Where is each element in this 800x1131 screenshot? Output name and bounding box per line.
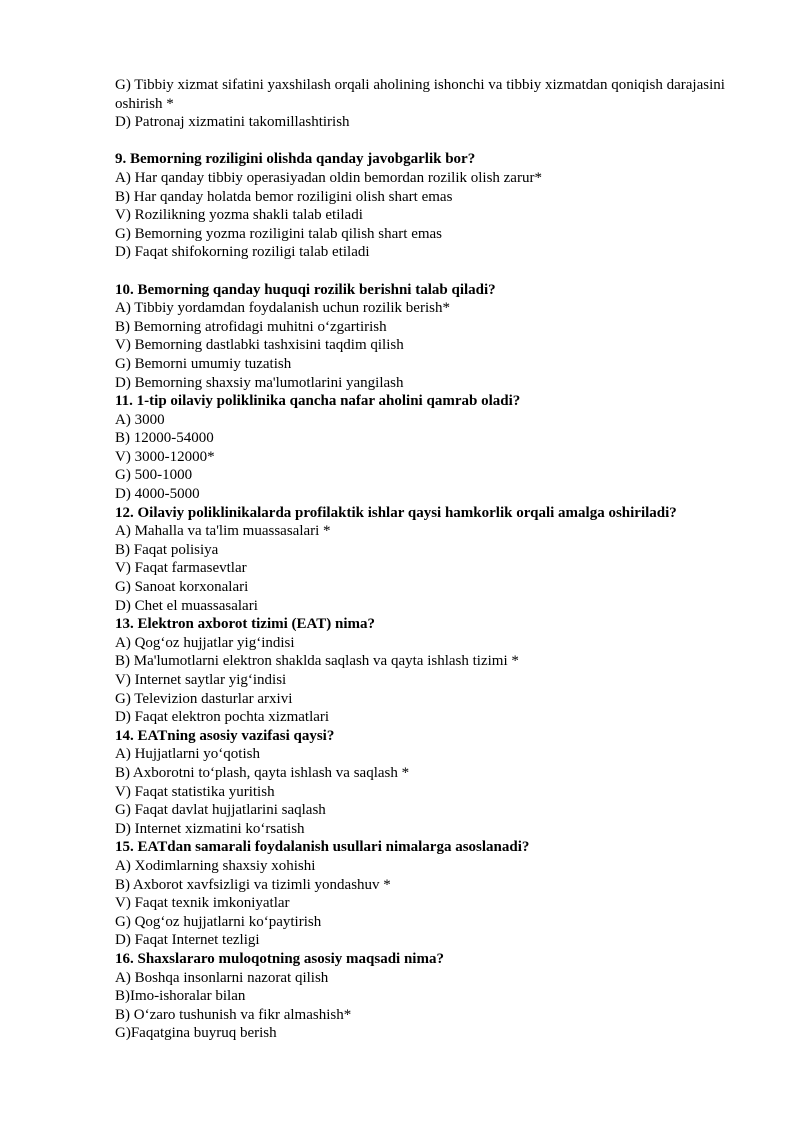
answer-option: D) Faqat shifokorning roziligi talab etiladi <box>115 244 370 261</box>
answer-option: B) 12000-54000 <box>115 430 214 447</box>
answer-option: V) Rozilikning yozma shakli talab etiladi <box>115 207 363 224</box>
answer-option: B)Imo-ishoralar bilan <box>115 988 246 1005</box>
answer-option: D) Faqat Internet tezligi <box>115 932 260 949</box>
answer-option: B) Axborot xavfsizligi va tizimli yondashuv * <box>115 876 391 893</box>
answer-option: G) Bemorni umumiy tuzatish <box>115 355 292 372</box>
question-title: 11. 1-tip oilaviy poliklinika qancha nafar aholini qamrab oladi? <box>115 393 521 410</box>
question-title: 10. Bemorning qanday huquqi rozilik berishni talab qiladi? <box>115 281 496 298</box>
answer-option: B) Bemorning atrofidagi muhitni o‘zgartirish <box>115 318 387 335</box>
intro-option-d: D) Patronaj xizmatini takomillashtirish <box>115 114 350 131</box>
question-title: 9. Bemorning roziligini olishda qanday javobgarlik bor? <box>115 151 476 168</box>
answer-option: B) Axborotni to‘plash, qayta ishlash va saqlash * <box>115 764 410 781</box>
answer-option: A) Xodimlarning shaxsiy xohishi <box>115 857 316 874</box>
answer-option: A) Hujjatlarni yo‘qotish <box>115 746 260 763</box>
answer-option: G) Qog‘oz hujjatlarni ko‘paytirish <box>115 913 322 930</box>
answer-option: A) 3000 <box>115 411 165 428</box>
answer-option: V) Internet saytlar yig‘indisi <box>115 672 287 688</box>
question-title: 14. EATning asosiy vazifasi qaysi? <box>115 727 335 744</box>
document-page <box>115 76 755 1043</box>
answer-option: A) Tibbiy yordamdan foydalanish uchun rozilik berish* <box>115 300 450 317</box>
answer-option: A) Boshqa insonlarni nazorat qilish <box>115 969 329 986</box>
answer-option: B) Faqat polisiya <box>115 541 219 558</box>
answer-option: V) Faqat farmasevtlar <box>115 560 247 577</box>
answer-option: D) 4000-5000 <box>115 486 200 503</box>
answer-option: G) Bemorning yozma roziligini talab qilish shart emas <box>115 225 443 242</box>
answer-option: A) Qog‘oz hujjatlar yig‘indisi <box>115 634 295 651</box>
answer-option: A) Mahalla va ta'lim muassasalari * <box>115 523 331 540</box>
answer-option: V) Faqat statistika yuritish <box>115 783 275 800</box>
answer-option: V) Faqat texnik imkoniyatlar <box>115 895 290 912</box>
question-title: 15. EATdan samarali foydalanish usullari nimalarga asoslanadi? <box>115 839 530 856</box>
answer-option: G) Sanoat korxonalari <box>115 579 249 596</box>
answer-option: B) Har qanday holatda bemor roziligini olish shart emas <box>115 188 453 205</box>
answer-option: G) 500-1000 <box>115 467 193 484</box>
answer-option: A) Har qanday tibbiy operasiyadan oldin bemordan rozilik olish zarur* <box>115 169 542 186</box>
question-title: 16. Shaxslararo muloqotning asosiy maqsadi nima? <box>115 950 444 967</box>
spacer <box>115 132 755 151</box>
answer-option: G) Faqat davlat hujjatlarini saqlash <box>115 802 326 819</box>
question-title: 12. Oilaviy poliklinikalarda profilaktik ishlar qaysi hamkorlik orqali amalga oshiriladi? <box>115 504 677 521</box>
answer-option: B) Ma'lumotlarni elektron shaklda saqlash va qayta ishlash tizimi * <box>115 653 519 670</box>
answer-option: D) Chet el muassasalari <box>115 597 258 614</box>
answer-option: D) Faqat elektron pochta xizmatlari <box>115 709 330 726</box>
answer-option: V) Bemorning dastlabki tashxisini taqdim qilish <box>115 337 404 354</box>
answer-option: V) 3000-12000* <box>115 448 215 465</box>
spacer <box>115 262 755 281</box>
answer-option: G)Faqatgina buyruq berish <box>115 1025 277 1042</box>
question-title: 13. Elektron axborot tizimi (EAT) nima? <box>115 616 375 633</box>
intro-option-g: G) Tibbiy xizmat sifatini yaxshilash orqali aholining ishonchi va tibbiy xizmatdan qoniqish darajasini oshirish * <box>115 77 725 112</box>
answer-option: D) Bemorning shaxsiy ma'lumotlarini yangilash <box>115 374 404 391</box>
answer-option: B) O‘zaro tushunish va fikr almashish* <box>115 1006 352 1023</box>
answer-option: D) Internet xizmatini ko‘rsatish <box>115 820 305 837</box>
answer-option: G) Televizion dasturlar arxivi <box>115 690 293 707</box>
